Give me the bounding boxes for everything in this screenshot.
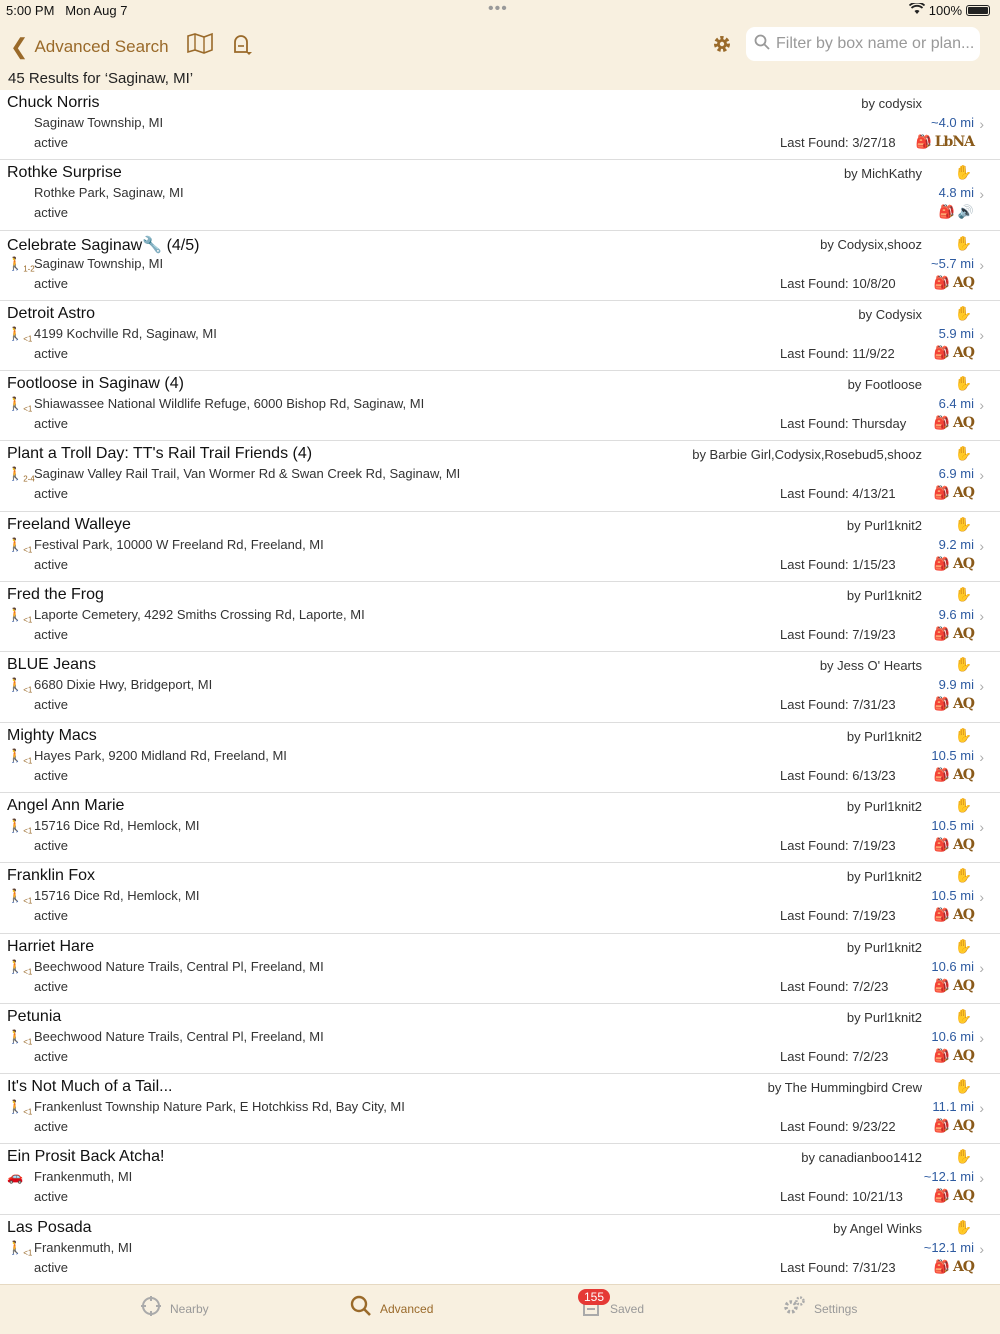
aq-badge: AQ xyxy=(952,977,974,994)
result-row[interactable] xyxy=(0,90,1000,160)
wifi-icon xyxy=(909,3,925,18)
result-row[interactable] xyxy=(0,1074,1000,1144)
chevron-right-icon: › xyxy=(979,326,984,343)
result-owner: by Jess O' Hearts xyxy=(819,658,922,674)
result-owner: by Angel Winks xyxy=(833,1220,922,1236)
result-address: 6680 Dixie Hwy, Bridgeport, MI xyxy=(34,677,213,693)
result-badges xyxy=(934,275,974,291)
result-distance: 10.6 mi xyxy=(931,1028,974,1044)
aq-badge: AQ xyxy=(952,907,974,924)
result-distance: 4.8 mi xyxy=(938,185,974,201)
result-address: 4199 Kochville Rd, Saginaw, MI xyxy=(34,325,217,341)
result-status: active xyxy=(34,978,68,994)
result-name: It's Not Much of a Tail... xyxy=(7,1078,173,1096)
result-distance: 10.5 mi xyxy=(931,888,974,904)
status-time: 5:00 PM Mon Aug 7 xyxy=(6,3,128,18)
chevron-right-icon: › xyxy=(979,608,984,625)
hiker-icon: $🚶_{<1}$ xyxy=(7,958,33,977)
car-icon: 🚗 xyxy=(7,1169,24,1185)
aq-badge: AQ xyxy=(952,1047,974,1064)
result-distance: ~12.1 mi xyxy=(923,1169,974,1185)
settings-gear-icon[interactable] xyxy=(710,32,734,62)
hiker-icon: $🚶_{<1}$ xyxy=(7,536,33,555)
backpack-badge-icon: 🎒 xyxy=(933,836,950,852)
result-status: active xyxy=(34,416,68,432)
hand-icon: ✋ xyxy=(954,1078,972,1095)
backpack-badge-icon: 🎒 xyxy=(933,1047,950,1063)
aq-badge: AQ xyxy=(952,1258,974,1275)
hand-icon: ✋ xyxy=(954,937,972,954)
aq-badge: AQ xyxy=(952,696,974,713)
backpack-badge-icon: 🎒 xyxy=(933,274,950,290)
result-badges xyxy=(934,345,974,361)
hiker-icon: $🚶_{2-4}$ xyxy=(7,466,35,485)
result-last-found: Last Found: 7/2/23 xyxy=(780,978,889,994)
chevron-right-icon: › xyxy=(979,397,984,414)
result-name: Mighty Macs xyxy=(7,726,97,744)
result-owner: by Footloose xyxy=(847,377,922,393)
result-row[interactable] xyxy=(0,371,1000,441)
status-bar xyxy=(0,0,1000,22)
result-last-found: Last Found: 10/21/13 xyxy=(780,1189,903,1205)
hand-icon: ✋ xyxy=(954,656,972,673)
result-distance: 6.9 mi xyxy=(938,466,974,482)
multitask-dots[interactable]: ••• xyxy=(488,0,508,17)
crosshair-icon xyxy=(140,1295,162,1323)
search-placeholder: Filter by box name or plan... xyxy=(776,35,975,52)
result-name: Celebrate Saginaw🔧 (4/5) xyxy=(7,236,200,254)
tab-settings[interactable] xyxy=(782,1295,857,1323)
battery-icon xyxy=(966,5,990,16)
result-owner: by Purl1knit2 xyxy=(846,588,922,604)
result-owner: by Purl1knit2 xyxy=(846,728,922,744)
backpack-badge-icon: 🎒 xyxy=(933,626,950,642)
result-distance: ~4.0 mi xyxy=(931,115,974,130)
result-last-found: Last Found: 11/9/22 xyxy=(780,345,895,361)
tab-bar xyxy=(0,1284,1000,1334)
backpack-badge-icon: 🎒 xyxy=(915,134,932,149)
backpack-badge-icon: 🎒 xyxy=(933,485,950,501)
result-address: Hayes Park, 9200 Midland Rd, Freeland, MI xyxy=(34,747,287,763)
result-badges xyxy=(934,837,974,853)
search-icon xyxy=(350,1295,372,1323)
result-last-found: Last Found: Thursday xyxy=(780,416,907,432)
result-badges xyxy=(934,978,974,994)
result-address: Frankenlust Township Nature Park, E Hotchkiss Rd, Bay City, MI xyxy=(34,1099,405,1115)
result-address: Rothke Park, Saginaw, MI xyxy=(34,185,184,201)
chevron-right-icon: › xyxy=(979,186,984,203)
backpack-badge-icon: 🎒 xyxy=(933,344,950,360)
result-badges xyxy=(934,1259,974,1275)
tab-nearby[interactable] xyxy=(140,1295,209,1323)
result-row[interactable] xyxy=(0,512,1000,582)
result-last-found: Last Found: 10/8/20 xyxy=(780,275,896,291)
result-name: Plant a Troll Day: TT's Rail Trail Friends (4) xyxy=(7,445,313,463)
result-row[interactable] xyxy=(0,1144,1000,1214)
result-address: Shiawassee National Wildlife Refuge, 6000 Bishop Rd, Saginaw, MI xyxy=(34,396,425,412)
hand-icon: ✋ xyxy=(954,1007,972,1024)
result-distance: 6.4 mi xyxy=(938,396,974,412)
result-status: active xyxy=(34,697,68,713)
result-last-found: Last Found: 7/19/23 xyxy=(780,837,896,853)
result-last-found: Last Found: 3/27/18 xyxy=(780,135,896,150)
aq-badge: AQ xyxy=(952,766,974,783)
backpack-badge-icon: 🎒 xyxy=(933,977,950,993)
result-badges xyxy=(934,415,974,431)
hiker-icon: $🚶_{<1}$ xyxy=(7,677,33,695)
result-badges xyxy=(916,134,974,150)
result-last-found: Last Found: 7/2/23 xyxy=(780,1048,889,1064)
result-owner: by codysix xyxy=(861,96,922,111)
aq-badge: AQ xyxy=(952,415,974,432)
hand-icon: ✋ xyxy=(954,867,972,884)
hiker-icon: $🚶_{<1}$ xyxy=(7,1239,33,1258)
map-icon[interactable] xyxy=(186,32,214,60)
hiker-icon: $🚶_{<1}$ xyxy=(7,607,33,625)
result-badges xyxy=(934,1048,974,1064)
result-owner: by Purl1knit2 xyxy=(846,869,922,885)
result-status: active xyxy=(34,205,68,221)
backpack-badge-icon: 🎒 xyxy=(933,1118,950,1134)
result-owner: by MichKathy xyxy=(843,166,922,182)
result-owner: by The Hummingbird Crew xyxy=(767,1080,922,1096)
backpack-badge-icon: 🎒 xyxy=(933,1188,950,1204)
chevron-right-icon: › xyxy=(979,678,984,695)
result-address: Beechwood Nature Trails, Central Pl, Freeland, MI xyxy=(34,1028,324,1044)
result-status: active xyxy=(34,1189,68,1205)
result-last-found: Last Found: 7/19/23 xyxy=(780,908,896,924)
result-row[interactable] xyxy=(0,160,1000,230)
result-distance: 10.6 mi xyxy=(931,958,974,974)
result-last-found: Last Found: 7/31/23 xyxy=(780,697,896,713)
hand-icon: ✋ xyxy=(954,234,972,251)
back-button[interactable] xyxy=(10,34,169,60)
result-badges xyxy=(934,626,974,642)
result-status: active xyxy=(34,486,68,502)
result-owner: by Purl1knit2 xyxy=(846,798,922,814)
result-badges xyxy=(934,767,974,783)
backpack-badge-icon: 🎒 xyxy=(938,204,955,220)
hiker-icon: $🚶_{<1}$ xyxy=(7,1028,33,1047)
chevron-right-icon: › xyxy=(979,889,984,906)
aq-badge: AQ xyxy=(952,836,974,853)
result-address: 15716 Dice Rd, Hemlock, MI xyxy=(34,817,200,833)
result-owner: by Codysix,shooz xyxy=(820,236,922,252)
aq-badge: AQ xyxy=(952,1118,974,1135)
chevron-right-icon: › xyxy=(979,1029,984,1046)
result-distance: 10.5 mi xyxy=(931,817,974,833)
result-last-found: Last Found: 4/13/21 xyxy=(780,486,896,502)
result-row[interactable] xyxy=(0,723,1000,793)
result-address: Beechwood Nature Trails, Central Pl, Freeland, MI xyxy=(34,958,324,974)
result-address: Festival Park, 10000 W Freeland Rd, Freeland, MI xyxy=(34,536,324,552)
result-last-found: Last Found: 1/15/23 xyxy=(780,556,896,572)
status-right xyxy=(909,3,990,18)
gears-icon xyxy=(782,1295,806,1323)
search-icon xyxy=(754,34,770,55)
result-distance: 10.5 mi xyxy=(931,747,974,763)
result-status: active xyxy=(34,135,68,150)
tab-advanced[interactable] xyxy=(350,1295,433,1323)
chevron-right-icon: › xyxy=(979,116,984,132)
result-row[interactable] xyxy=(0,863,1000,933)
tab-nearby-label: Nearby xyxy=(170,1302,209,1316)
result-row[interactable] xyxy=(0,793,1000,863)
result-address: Frankenmuth, MI xyxy=(34,1169,133,1185)
hiker-icon: $🚶_{<1}$ xyxy=(7,325,33,344)
chevron-right-icon: › xyxy=(979,748,984,765)
backpack-badge-icon: 🎒 xyxy=(933,555,950,571)
result-distance: ~5.7 mi xyxy=(931,255,974,271)
backpack-badge-icon: 🎒 xyxy=(933,415,950,431)
aq-badge: AQ xyxy=(952,1188,974,1205)
result-row[interactable] xyxy=(0,652,1000,722)
result-row[interactable] xyxy=(0,301,1000,371)
results-list xyxy=(0,90,1000,1285)
result-row[interactable] xyxy=(0,934,1000,1004)
hand-icon: ✋ xyxy=(954,375,972,392)
result-status: active xyxy=(34,627,68,643)
hand-icon: ✋ xyxy=(954,1148,972,1165)
chevron-right-icon: › xyxy=(979,1170,984,1187)
chevron-left-icon: ❮ xyxy=(10,34,29,59)
result-address: Saginaw Township, MI xyxy=(34,255,164,271)
chevron-right-icon: › xyxy=(979,256,984,273)
result-last-found: Last Found: 9/23/22 xyxy=(780,1119,896,1135)
hiker-icon: $🚶_{<1}$ xyxy=(7,888,33,906)
result-address: Frankenmuth, MI xyxy=(34,1239,133,1255)
aq-badge: AQ xyxy=(952,344,974,361)
backpack-badge-icon: 🎒 xyxy=(933,1258,950,1274)
hiker-icon: $🚶_{<1}$ xyxy=(7,817,33,836)
result-badges xyxy=(934,1118,974,1134)
chevron-right-icon: › xyxy=(979,537,984,554)
tab-settings-label: Settings xyxy=(814,1302,858,1316)
result-address: Laporte Cemetery, 4292 Smiths Crossing Rd, Laporte, MI xyxy=(34,607,365,623)
chevron-right-icon: › xyxy=(979,818,984,835)
hand-icon: ✋ xyxy=(954,304,972,321)
chevron-right-icon: › xyxy=(979,1240,984,1257)
result-distance: 5.9 mi xyxy=(938,325,974,341)
hiker-icon: $🚶_{<1}$ xyxy=(7,396,33,414)
result-badges xyxy=(934,696,974,712)
result-last-found: Last Found: 6/13/23 xyxy=(780,767,896,783)
result-name: BLUE Jeans xyxy=(7,656,96,674)
result-name: Franklin Fox xyxy=(7,867,96,885)
result-name: Freeland Walleye xyxy=(7,515,131,533)
result-badges xyxy=(934,556,974,572)
result-owner: by Barbie Girl,Codysix,Rosebud5,shooz xyxy=(692,447,922,463)
hiker-icon: $🚶_{1-2}$ xyxy=(7,255,35,274)
hiker-icon: $🚶_{<1}$ xyxy=(7,1099,33,1117)
results-title: 45 Results for ‘Saginaw, MI’ xyxy=(8,70,194,87)
back-label: Advanced Search xyxy=(34,37,169,56)
tab-advanced-label: Advanced xyxy=(380,1302,434,1316)
hand-icon: ✋ xyxy=(954,586,972,603)
saved-count-badge: 155 xyxy=(578,1289,610,1305)
result-owner: by Codysix xyxy=(858,306,922,322)
result-distance: ~12.1 mi xyxy=(923,1239,974,1255)
aq-badge: AQ xyxy=(952,626,974,643)
result-status: active xyxy=(34,556,68,572)
result-badges xyxy=(934,907,974,923)
backpack-filter-icon[interactable] xyxy=(230,32,254,62)
backpack-badge-icon: 🎒 xyxy=(933,696,950,712)
result-status: active xyxy=(34,837,68,853)
result-status: active xyxy=(34,1119,68,1135)
result-name: Fred the Frog xyxy=(7,586,104,604)
result-badges xyxy=(939,204,974,220)
result-name: Petunia xyxy=(7,1007,62,1025)
hand-icon: ✋ xyxy=(954,515,972,532)
tab-saved-label: Saved xyxy=(610,1302,645,1316)
result-owner: by canadianboo1412 xyxy=(801,1150,922,1166)
chevron-right-icon: › xyxy=(979,467,984,484)
backpack-badge-icon: 🎒 xyxy=(933,907,950,923)
aq-badge: AQ xyxy=(952,274,974,291)
result-name: Footloose in Saginaw (4) xyxy=(7,375,184,393)
hand-icon: ✋ xyxy=(954,164,972,181)
hand-icon: ✋ xyxy=(954,1218,972,1235)
hand-icon: ✋ xyxy=(954,796,972,813)
result-address: Saginaw Valley Rail Trail, Van Wormer Rd & Swan Creek Rd, Saginaw, MI xyxy=(34,466,461,482)
result-owner: by Purl1knit2 xyxy=(846,939,922,955)
result-name: Harriet Hare xyxy=(7,937,95,955)
result-badges xyxy=(934,1188,974,1204)
result-name: Angel Ann Marie xyxy=(7,796,125,814)
filter-search-input[interactable] xyxy=(746,27,980,61)
result-address: 15716 Dice Rd, Hemlock, MI xyxy=(34,888,200,904)
result-distance: 9.9 mi xyxy=(938,677,974,693)
result-row[interactable] xyxy=(0,1215,1000,1285)
result-distance: 9.2 mi xyxy=(938,536,974,552)
result-distance: 11.1 mi xyxy=(932,1099,974,1115)
audio-head-icon: 🔊 xyxy=(957,204,974,220)
result-badges xyxy=(934,485,974,501)
result-status: active xyxy=(34,908,68,924)
result-address: Saginaw Township, MI xyxy=(34,115,164,130)
chevron-right-icon: › xyxy=(979,1100,984,1117)
result-status: active xyxy=(34,1048,68,1064)
result-name: Ein Prosit Back Atcha! xyxy=(7,1148,165,1166)
nav-bar xyxy=(0,22,1000,90)
result-name: Rothke Surprise xyxy=(7,164,122,182)
result-row[interactable] xyxy=(0,1004,1000,1074)
hiker-icon: $🚶_{<1}$ xyxy=(7,747,33,766)
result-owner: by Purl1knit2 xyxy=(846,517,922,533)
aq-badge: AQ xyxy=(952,555,974,572)
lbna-badge: LbNA xyxy=(934,134,974,150)
result-last-found: Last Found: 7/31/23 xyxy=(780,1259,896,1275)
hand-icon: ✋ xyxy=(954,445,972,462)
hand-icon: ✋ xyxy=(954,726,972,743)
result-status: active xyxy=(34,275,68,291)
result-name: Detroit Astro xyxy=(7,304,96,322)
result-distance: 9.6 mi xyxy=(938,607,974,623)
result-row[interactable] xyxy=(0,231,1000,301)
result-name: Chuck Norris xyxy=(7,94,100,111)
result-row[interactable] xyxy=(0,441,1000,511)
aq-badge: AQ xyxy=(952,485,974,502)
battery-percent: 100% xyxy=(928,3,962,18)
result-status: active xyxy=(34,345,68,361)
result-name: Las Posada xyxy=(7,1218,92,1236)
result-owner: by Purl1knit2 xyxy=(846,1009,922,1025)
result-row[interactable] xyxy=(0,582,1000,652)
result-last-found: Last Found: 7/19/23 xyxy=(780,627,896,643)
backpack-badge-icon: 🎒 xyxy=(933,766,950,782)
result-status: active xyxy=(34,1259,68,1275)
result-status: active xyxy=(34,767,68,783)
chevron-right-icon: › xyxy=(979,959,984,976)
